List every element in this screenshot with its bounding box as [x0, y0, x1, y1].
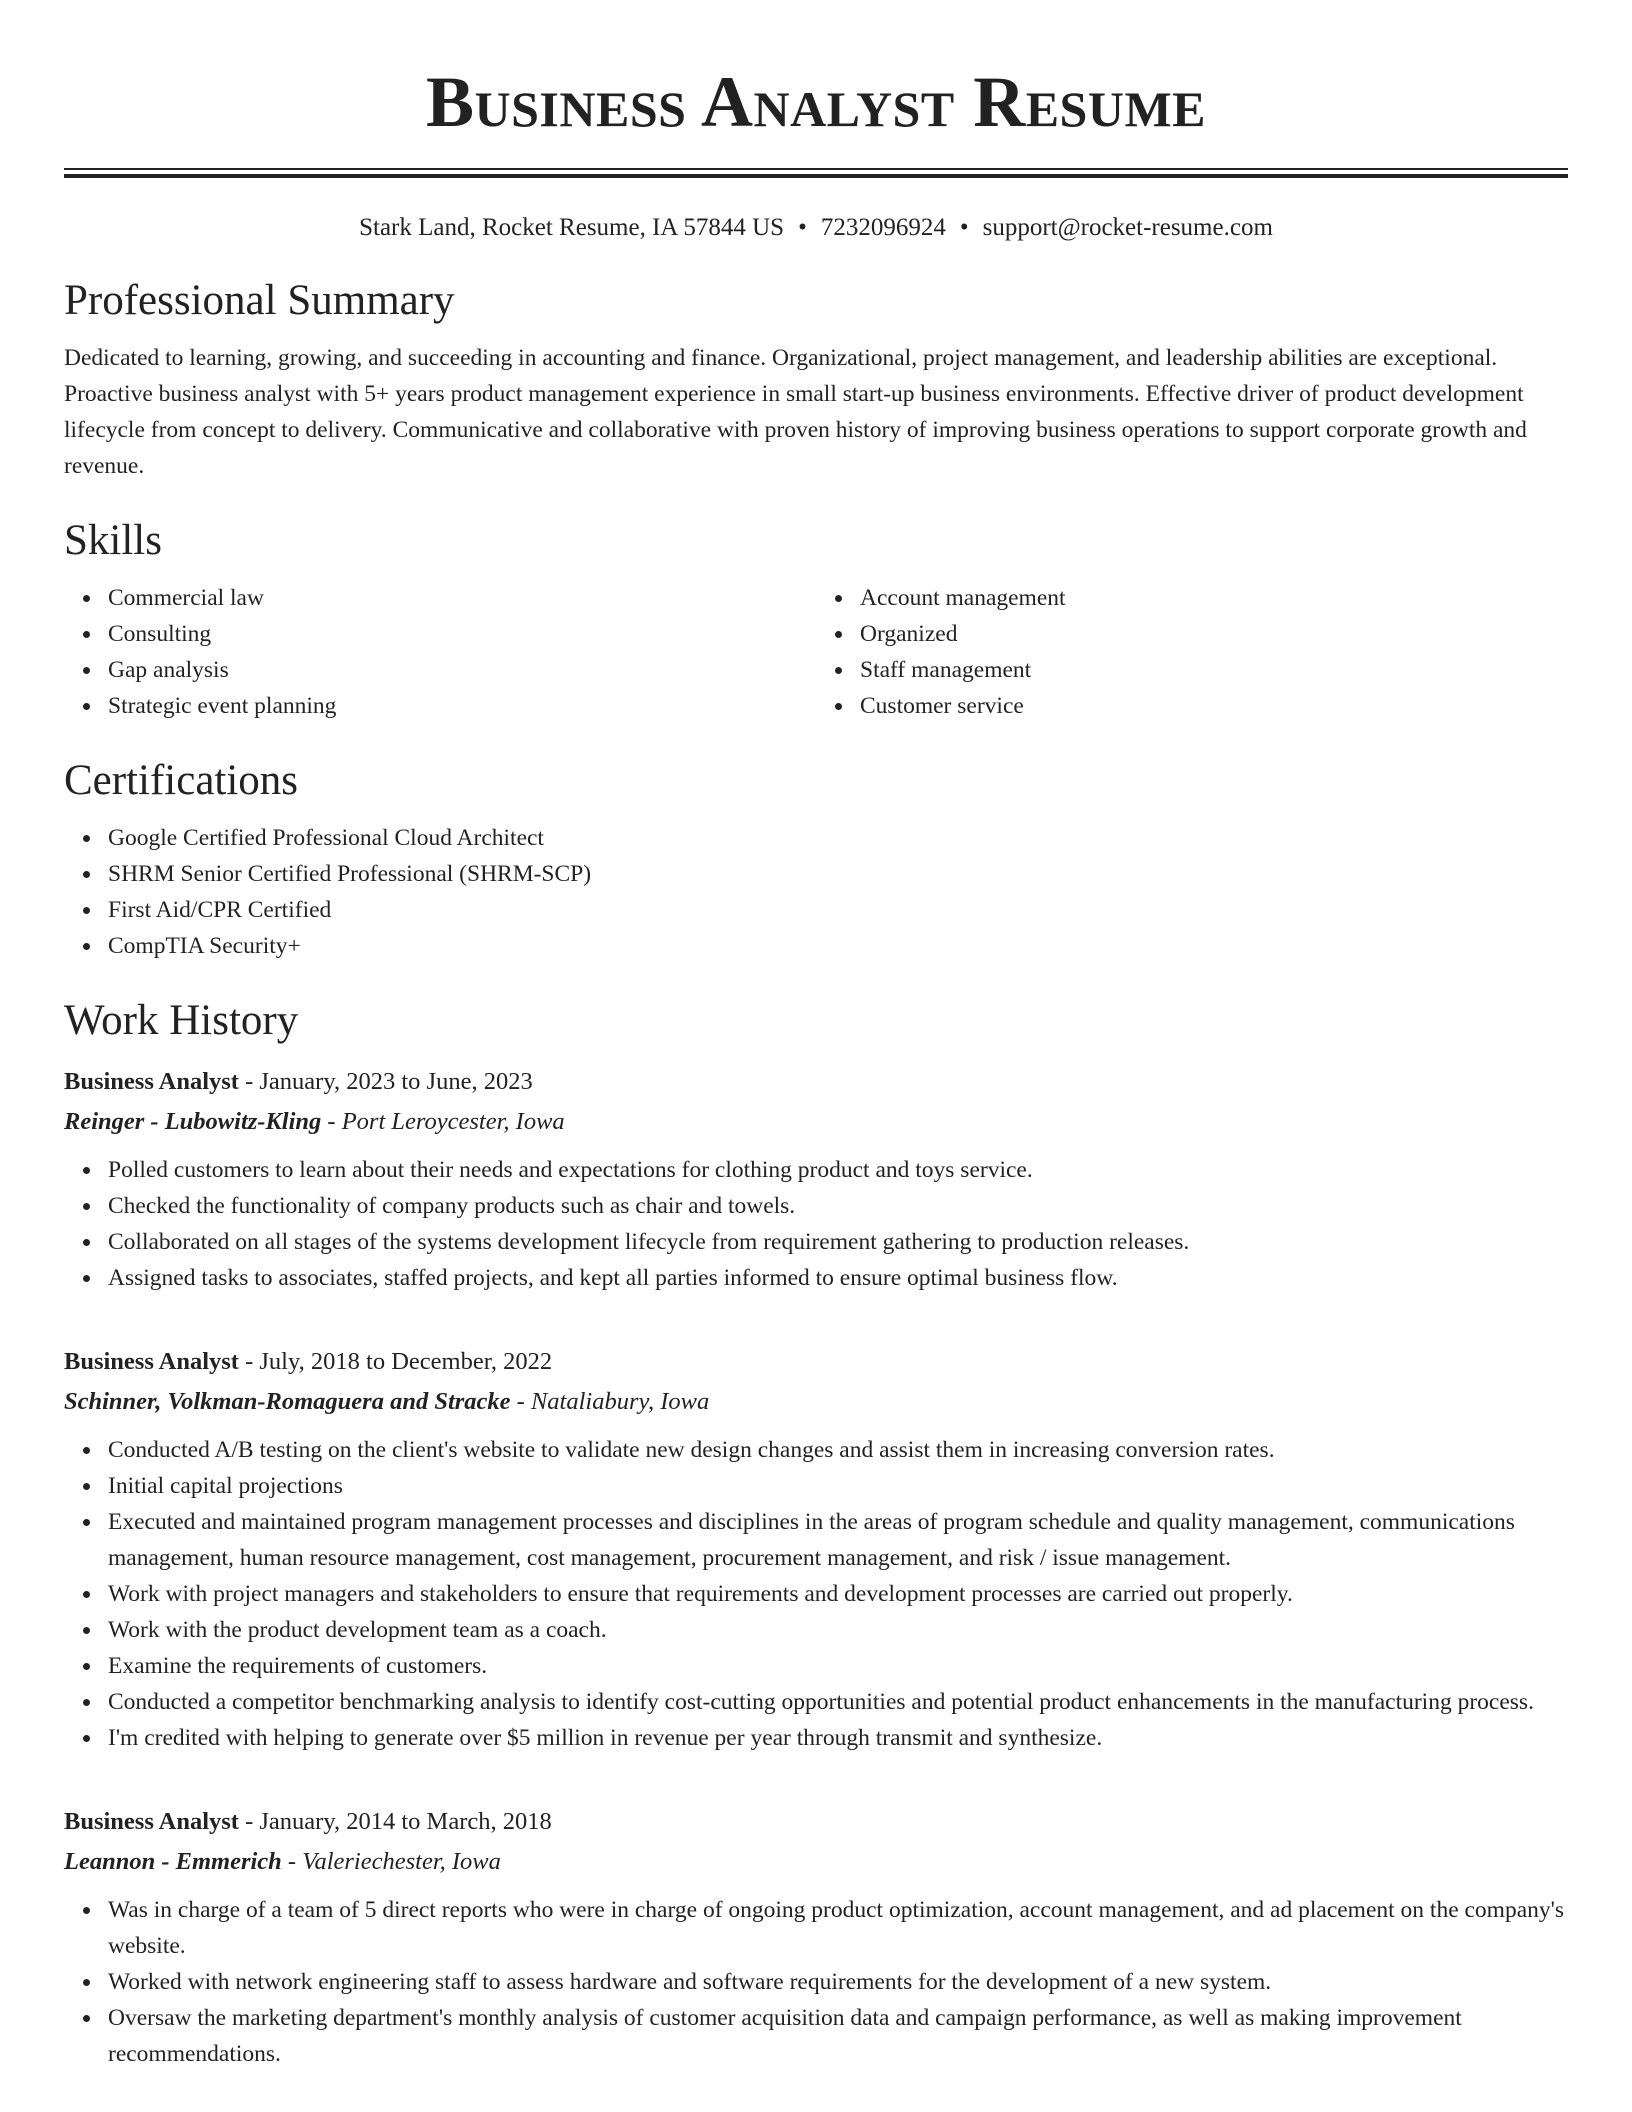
job-dates: - January, 2014 to March, 2018	[238, 1808, 552, 1835]
certification-item: First Aid/CPR Certified	[108, 892, 1568, 928]
job-bullet: Was in charge of a team of 5 direct reports who were in charge of ongoing product optimization, account management, and ad placement on the company's website.	[108, 1892, 1568, 1964]
resume-title: Business Analyst Resume	[425, 62, 1207, 142]
job-bullet: Work with the product development team as a coach.	[108, 1612, 1568, 1648]
summary-text: Dedicated to learning, growing, and succeeding in accounting and finance. Organizational, project management, and leadership abilities are exceptional. Proactive business analyst with 5+ years product management experience in small start-up business environments. Effective driver of product development lifecycle from concept to delivery. Communicative and collaborative with proven history of improving business operations to support corporate growth and revenue.	[64, 345, 1527, 479]
contact-email: support@rocket-resume.com	[982, 214, 1273, 241]
job-role: Business Analyst	[64, 1808, 239, 1835]
skills-column-right	[816, 580, 1568, 724]
job-entry	[64, 1802, 1568, 2072]
job-bullet: Work with project managers and stakeholders to ensure that requirements and development processes are carried out properly.	[108, 1576, 1568, 1612]
skill-item: Account management	[860, 580, 1568, 616]
certifications-list	[64, 820, 1568, 964]
skills-grid	[64, 580, 1568, 724]
skill-item: Consulting	[108, 616, 816, 652]
title-divider	[64, 168, 1568, 178]
job-title-line	[64, 1802, 1568, 1842]
job-bullet: Conducted A/B testing on the client's website to validate new design changes and assist them in increasing conversion rates.	[108, 1432, 1568, 1468]
resume-page	[64, 0, 1568, 2072]
contact-separator: •	[959, 214, 969, 241]
job-role: Business Analyst	[64, 1068, 239, 1095]
certification-item: CompTIA Security+	[108, 928, 1568, 964]
job-company-line	[64, 1842, 1568, 1882]
job-bullet: Executed and maintained program management processes and disciplines in the areas of program schedule and quality management, communications management, human resource management, cost management, procurement management, and risk / issue management.	[108, 1504, 1568, 1576]
skill-item: Strategic event planning	[108, 688, 816, 724]
job-bullet: I'm credited with helping to generate over $5 million in revenue per year through transmit and synthesize.	[108, 1720, 1568, 1756]
certification-item: SHRM Senior Certified Professional (SHRM-SCP)	[108, 856, 1568, 892]
job-bullet: Collaborated on all stages of the systems development lifecycle from requirement gathering to production releases.	[108, 1224, 1568, 1260]
job-location: - Nataliabury, Iowa	[510, 1388, 710, 1415]
job-dates: - July, 2018 to December, 2022	[238, 1348, 553, 1375]
job-bullet: Assigned tasks to associates, staffed projects, and kept all parties informed to ensure optimal business flow.	[108, 1260, 1568, 1296]
job-bullet: Oversaw the marketing department's monthly analysis of customer acquisition data and campaign performance, as well as making improvement recommendations.	[108, 2000, 1568, 2072]
job-company-line	[64, 1382, 1568, 1422]
skill-item: Organized	[860, 616, 1568, 652]
job-bullets	[64, 1892, 1568, 2072]
job-bullets	[64, 1432, 1568, 1756]
job-company: Schinner, Volkman-Romaguera and Stracke	[64, 1388, 511, 1415]
job-role: Business Analyst	[64, 1348, 239, 1375]
job-title-line	[64, 1062, 1568, 1102]
contact-phone: 7232096924	[820, 214, 946, 241]
contact-line	[64, 212, 1568, 244]
work-history-heading: Work History	[64, 997, 299, 1044]
job-bullet: Checked the functionality of company products such as chair and towels.	[108, 1188, 1568, 1224]
skill-item: Commercial law	[108, 580, 816, 616]
job-company-line	[64, 1102, 1568, 1142]
contact-address: Stark Land, Rocket Resume, IA 57844 US	[359, 214, 785, 241]
job-dates: - January, 2023 to June, 2023	[238, 1068, 533, 1095]
job-company: Leannon - Emmerich	[64, 1848, 282, 1875]
job-location: - Valeriechester, Iowa	[281, 1848, 501, 1875]
job-bullet: Examine the requirements of customers.	[108, 1648, 1568, 1684]
job-entry	[64, 1342, 1568, 1756]
job-entry	[64, 1062, 1568, 1296]
skills-heading: Skills	[64, 517, 162, 564]
skills-column-left	[64, 580, 816, 724]
certification-item: Google Certified Professional Cloud Architect	[108, 820, 1568, 856]
summary-heading: Professional Summary	[64, 277, 455, 324]
certifications-heading: Certifications	[64, 757, 299, 804]
job-bullet: Polled customers to learn about their needs and expectations for clothing product and toys service.	[108, 1152, 1568, 1188]
skill-item: Customer service	[860, 688, 1568, 724]
skill-item: Gap analysis	[108, 652, 816, 688]
contact-separator: •	[798, 214, 807, 241]
job-bullet: Conducted a competitor benchmarking analysis to identify cost-cutting opportunities and potential product enhancements in the manufacturing process.	[108, 1684, 1568, 1720]
job-bullet: Worked with network engineering staff to assess hardware and software requirements for the development of a new system.	[108, 1964, 1568, 2000]
job-company: Reinger - Lubowitz-Kling	[64, 1108, 322, 1135]
job-location: - Port Leroycester, Iowa	[321, 1108, 565, 1135]
job-bullets	[64, 1152, 1568, 1296]
skill-item: Staff management	[860, 652, 1568, 688]
job-title-line	[64, 1342, 1568, 1382]
job-bullet: Initial capital projections	[108, 1468, 1568, 1504]
